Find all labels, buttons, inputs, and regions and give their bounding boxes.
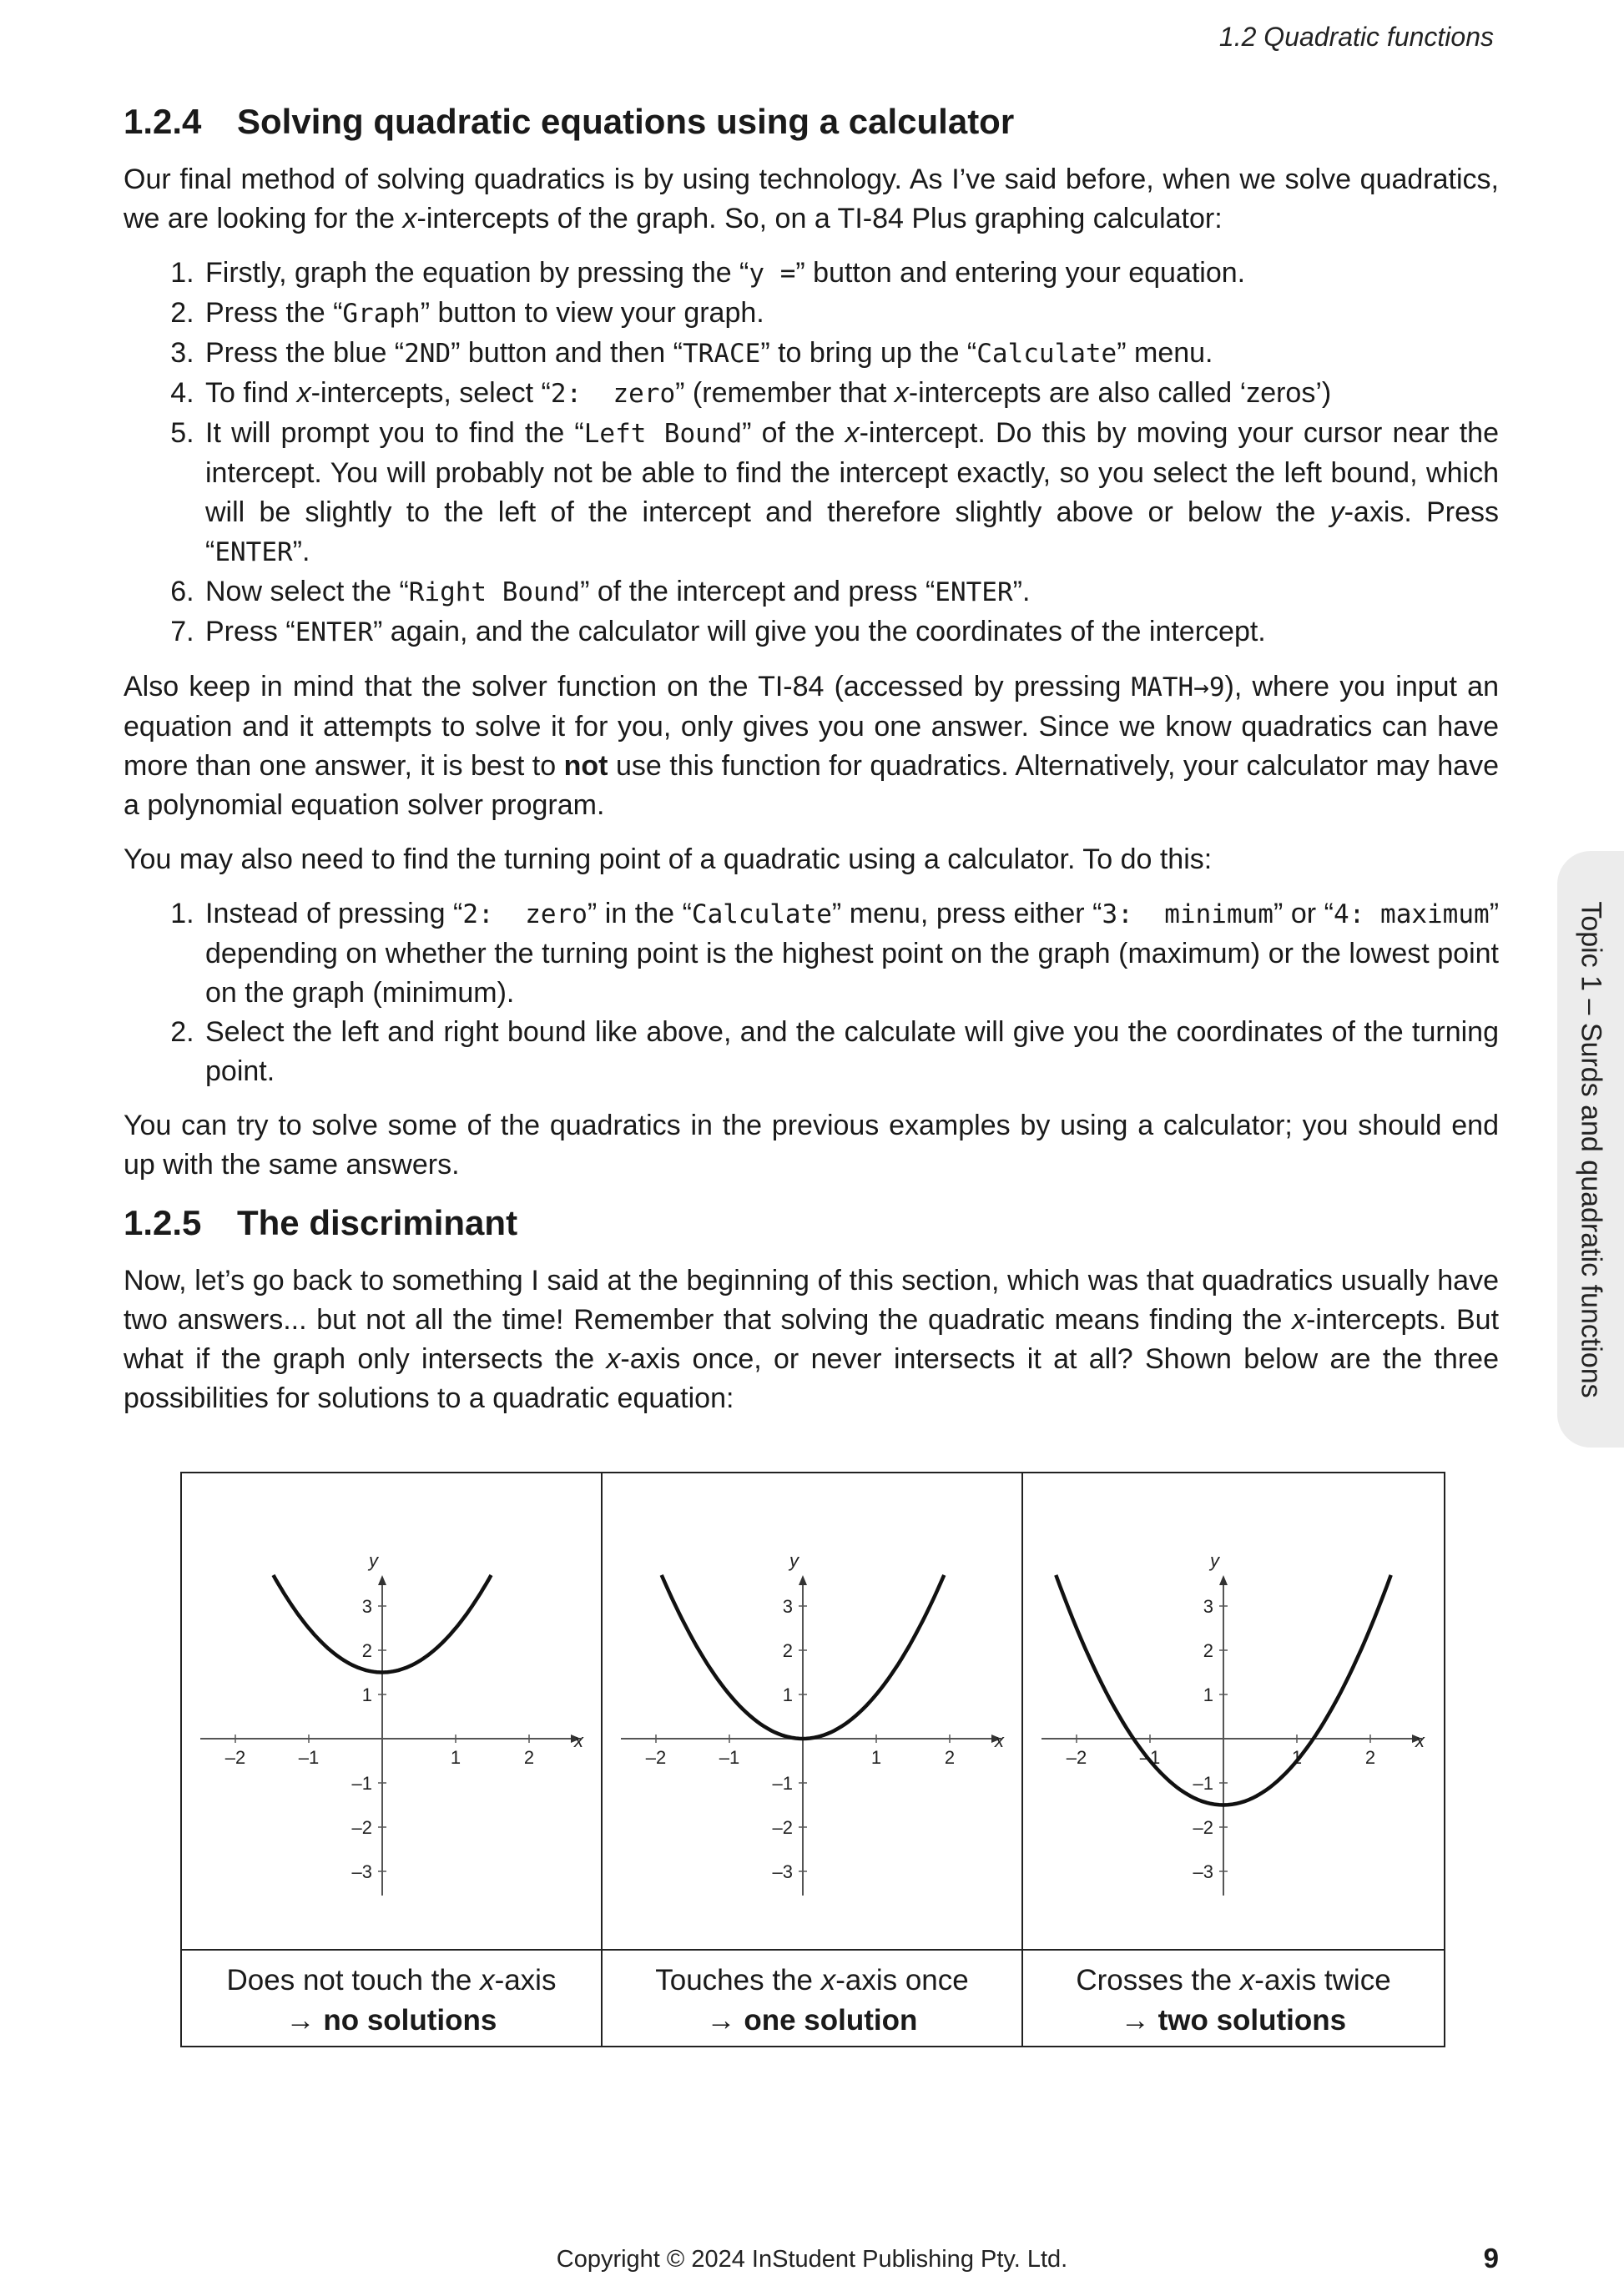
graph-two-solutions — [1023, 1473, 1444, 1949]
x-tick-label: –2 — [1066, 1747, 1087, 1768]
caption-result: → two solutions — [1120, 2004, 1347, 2037]
caption-one-solution — [603, 1949, 1021, 2046]
running-header: 1.2 Quadratic functions — [1218, 22, 1494, 52]
caption-text: Does not touch the x-axis — [226, 1964, 557, 1996]
page-number: 9 — [1483, 2243, 1499, 2273]
y-tick-label: –3 — [772, 1861, 793, 1882]
discriminant-paragraph: Now, let’s go back to something I said at the beginning of this section, which was that quadratics usually have two answers... but not all the time! Remember that solving the quadratic means finding the x-intercepts. But what if the graph only intersects the x-axis once, or never intersects it at all? Shown below are the three possibilities for solutions to a quadratic equation: — [124, 1265, 1500, 1414]
caption-two-solutions — [1023, 1949, 1444, 2046]
x-tick-label: 2 — [523, 1747, 535, 1768]
list-item: 1. Instead of pressing “2: zero” in the “Calculate” menu, press either “3: minimum” or “4: maximum” depending on whether the turning point is the highest point on the graph (maximum) or the lowest point on the graph (minimum). — [202, 894, 1499, 1013]
x-tick-label: –1 — [298, 1747, 320, 1768]
caption-no-solutions — [182, 1949, 601, 2046]
y-tick-label: –1 — [772, 1773, 793, 1794]
y-tick-label: –2 — [772, 1817, 793, 1838]
list-item: 1. Firstly, graph the equation by pressing the “y =” button and entering your equation. — [202, 254, 1499, 294]
y-axis-label: y — [789, 1550, 799, 1571]
closing-paragraph: You can try to solve some of the quadratics in the previous examples by using a calculator; you should end up with the same answers. — [124, 1110, 1499, 1181]
y-tick-label: –3 — [351, 1861, 372, 1882]
calculator-steps-list — [124, 254, 1499, 652]
caption-text: Touches the x-axis once — [655, 1964, 969, 1996]
graph-panel-no-solutions — [182, 1473, 603, 2046]
y-axis-label: y — [1210, 1550, 1219, 1571]
x-tick-label: –2 — [645, 1747, 667, 1768]
section-heading-1-2-5 — [124, 1200, 1499, 1246]
x-tick-label: –2 — [224, 1747, 246, 1768]
copyright-footer: Copyright © 2024 InStudent Publishing Pty. Ltd. — [556, 2246, 1068, 2273]
quadratic-solutions-figure — [180, 1472, 1445, 2047]
y-axis-arrow — [799, 1575, 807, 1585]
graph-panel-two-solutions — [1023, 1473, 1444, 2046]
section-number: 1.2.4 — [124, 102, 202, 141]
caption-result: → one solution — [706, 2004, 918, 2037]
x-tick-label: 1 — [1291, 1747, 1303, 1768]
x-axis-label: x — [1415, 1730, 1425, 1751]
x-tick-label: 1 — [450, 1747, 461, 1768]
turning-point-intro: You may also need to find the turning point of a quadratic using a calculator. To do this: — [124, 843, 1213, 875]
list-item: 6. Now select the “Right Bound” of the intercept and press “ENTER”. — [202, 572, 1499, 612]
list-item: 7. Press “ENTER” again, and the calculator will give you the coordinates of the intercept. — [202, 612, 1499, 652]
x-axis-label: x — [995, 1730, 1004, 1751]
y-tick-label: 2 — [782, 1640, 793, 1661]
y-tick-label: 1 — [782, 1684, 793, 1705]
y-tick-label: –2 — [351, 1817, 372, 1838]
x-tick-label: 1 — [870, 1747, 882, 1768]
turning-point-steps-list — [124, 894, 1499, 1091]
y-tick-label: 2 — [361, 1640, 372, 1661]
y-tick-label: –2 — [1193, 1817, 1213, 1838]
y-tick-label: 1 — [1203, 1684, 1213, 1705]
y-axis-arrow — [1219, 1575, 1228, 1585]
list-item: 3. Press the blue “2ND” button and then “TRACE” to bring up the “Calculate” menu. — [202, 334, 1499, 374]
y-tick-label: –3 — [1193, 1861, 1213, 1882]
section-number: 1.2.5 — [124, 1203, 202, 1242]
y-axis-arrow — [378, 1575, 386, 1585]
x-tick-label: –1 — [719, 1747, 740, 1768]
y-tick-label: –1 — [351, 1773, 372, 1794]
y-tick-label: –1 — [1193, 1773, 1213, 1794]
y-axis-label: y — [369, 1550, 378, 1571]
y-tick-label: 2 — [1203, 1640, 1213, 1661]
section-heading-1-2-4 — [124, 98, 1499, 145]
section-title: The discriminant — [237, 1203, 518, 1242]
y-tick-label: 1 — [361, 1684, 372, 1705]
x-tick-label: 2 — [1364, 1747, 1376, 1768]
y-tick-label: 3 — [361, 1596, 372, 1617]
intro-paragraph: Our final method of solving quadratics is by using technology. As I’ve said before, when we solve quadratics, we are looking for the x-intercepts of the graph. So, on a TI-84 Plus graphing calculator: — [124, 164, 1499, 234]
list-item: 2. Select the left and right bound like above, and the calculate will give you the coordinates of the turning point. — [202, 1013, 1499, 1091]
caption-text: Crosses the x-axis twice — [1076, 1964, 1391, 1996]
solver-paragraph: Also keep in mind that the solver function on the TI-84 (accessed by pressing MATH→9), where you input an equation and it attempts to solve it for you, only gives you one answer. Since we know quadratics can have more than one answer, it is best to not use this function for quadratics. Alternatively, your calculator may have a polynomial equation solver program. — [124, 671, 1499, 821]
caption-result: → no solutions — [285, 2004, 497, 2037]
y-tick-label: 3 — [1203, 1596, 1213, 1617]
y-tick-label: 3 — [782, 1596, 793, 1617]
section-title: Solving quadratic equations using a calculator — [237, 102, 1015, 141]
list-item: 5. It will prompt you to find the “Left Bound” of the x-intercept. Do this by moving your cursor near the intercept. You will probably not be able to find the intercept exactly, so you select the left bound, which will be slightly to the left of the intercept and therefore slightly above or below the y-axis. Press “ENTER”. — [202, 414, 1499, 572]
graph-panel-one-solution — [603, 1473, 1023, 2046]
list-item: 4. To find x-intercepts, select “2: zero” (remember that x-intercepts are also called ‘zeros’) — [202, 374, 1499, 414]
page-content — [124, 98, 1499, 1433]
x-tick-label: 2 — [944, 1747, 956, 1768]
graph-no-solutions — [182, 1473, 603, 1949]
graph-one-solution — [603, 1473, 1023, 1949]
x-axis-label: x — [574, 1730, 583, 1751]
x-tick-label: –1 — [1139, 1747, 1161, 1768]
list-item: 2. Press the “Graph” button to view your graph. — [202, 294, 1499, 334]
topic-side-tab-label: Topic 1 – Surds and quadratic functions — [1575, 901, 1607, 1398]
